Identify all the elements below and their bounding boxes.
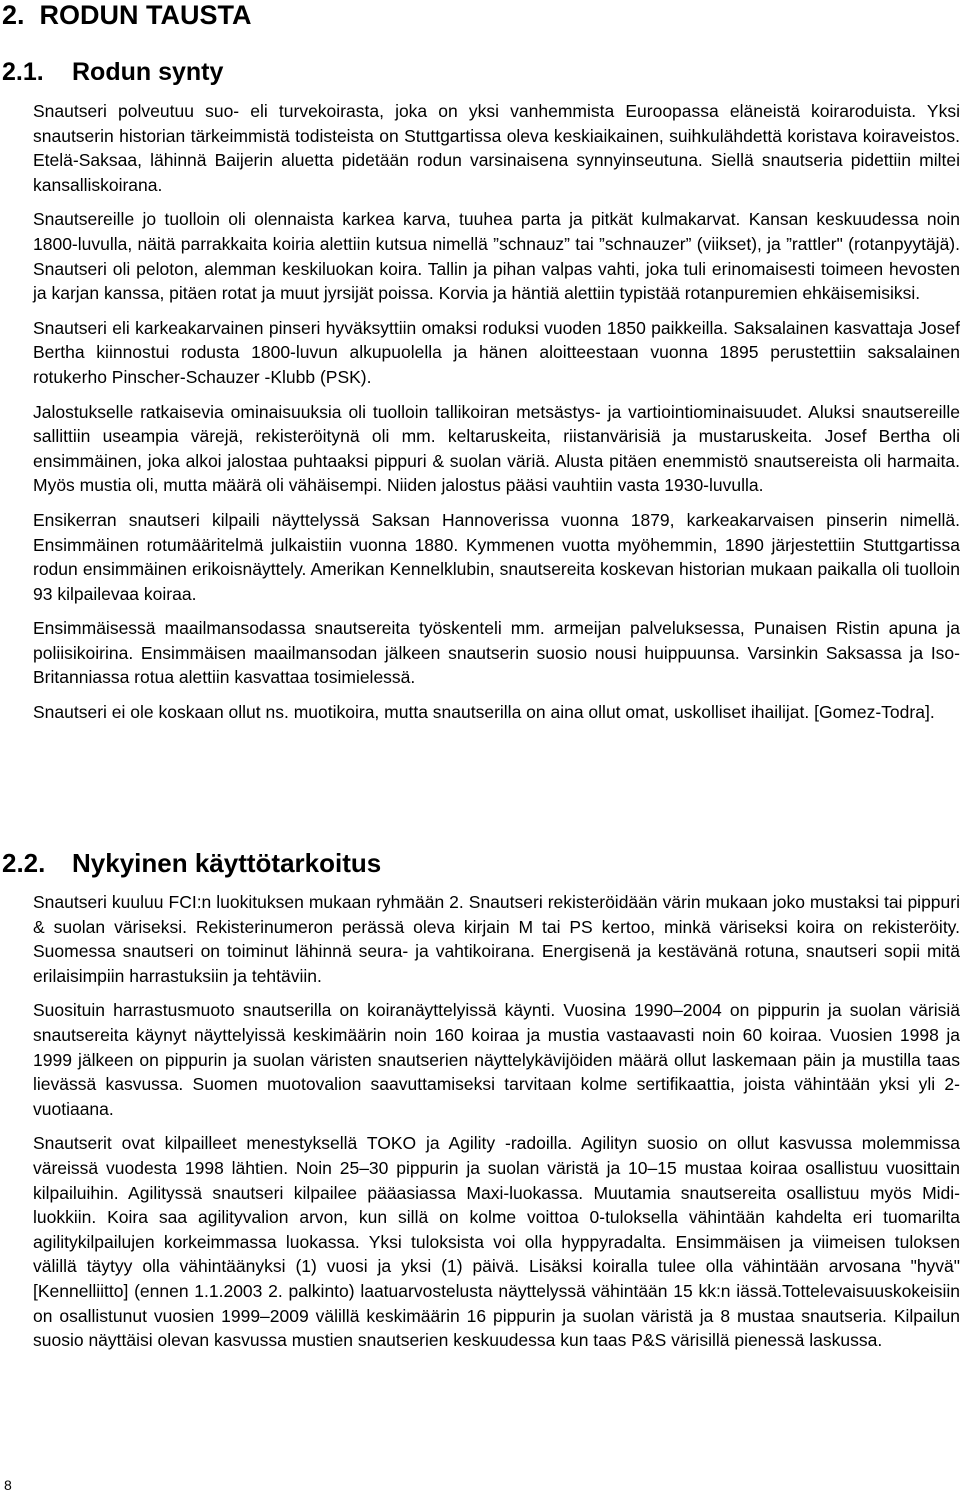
page-number: 8 <box>4 1477 12 1493</box>
section-body <box>33 99 960 735</box>
chapter-title: RODUN TAUSTA <box>39 0 252 30</box>
paragraph: Snautsereille jo tuolloin oli olennaista karkea karva, tuuhea parta ja pitkät kulmakarvat. Kansan keskuudessa noin 1800-luvulla, näitä parrakkaita koiria alettiin kutsua nimellä ”schnauz” tai ”schnauzer” (viikset), ja ”rattler" (rotanpyytäjä). Snautseri oli peloton, alemman keskiluokan koira. Tallin ja pihan valpas vahti, joka tuli erinomaisesti toimeen hevosten ja karjan kanssa, pitäen rotat ja muut jyrsijät poissa. Korvia ja häntiä alettiin typistää rotanpuremien ehkäisemisiksi. <box>33 209 960 304</box>
paragraph: Snautseri ei ole koskaan ollut ns. muotikoira, mutta snautserilla on aina ollut omat, uskolliset ihailijat. [Gomez-Todra]. <box>33 702 935 723</box>
section-number: 2.2. <box>2 848 46 878</box>
paragraph: Snautseri kuuluu FCI:n luokituksen mukaan ryhmään 2. Snautseri rekisteröidään värin mukaan joko mustaksi tai pippuri & suolan väriseksi. Rekisterinumeron perässä oleva kirjain M tai PS kertoo, minkä väriseksi koira on rekisteröity. Suomessa snautseri on toiminut lähinnä seura- ja vahtikoirana. Energisenä ja kestävänä rotuna, snautseri sopii mitä erilaisimpiin harrastuksiin ja tehtäviin. <box>33 892 960 986</box>
paragraph: Snautseri eli karkeakarvainen pinseri hyväksyttiin omaksi roduksi vuoden 1850 paikkeilla. Saksalainen kasvattaja Josef Bertha kiinnostui rodusta 1800-luvun alkupuolella ja hänen aloitteestaan vuonna 1895 perustettiin saksalainen rotukerho Pinscher-Schauzer -Klubb (PSK). <box>33 317 960 387</box>
section-title: Rodun synty <box>72 58 224 86</box>
paragraph: Snautseri polveutuu suo- eli turvekoirasta, joka on yksi vanhemmista Euroopassa eläneistä koiraroduista. Yksi snautserin historian tärkeimmistä todisteista on Stuttgartissa oleva keskiaikainen, suihkulähdettä koristava koiraveistos. Etelä-Saksaa, lähinnä Baijerin aluetta pidetään rodun varsinaisena synnyinseutuna. Siellä snautseria pidettiin miltei kansalliskoirana. <box>33 101 960 195</box>
paragraph: Suosituin harrastusmuoto snautserilla on koiranäyttelyissä käynti. Vuosina 1990–2004 on pippurin ja suolan värisiä snautsereita käynyt näyttelyissä keskimäärin noin 160 koiraa ja mustia vastaavasti noin 60 koiraa. Vuosien 1998 ja 1999 jälkeen on pippurin ja suolan väristen snautserien näyttelykävijöiden määrä ollut laskemaan päin ja mustilla taas lievässä kasvussa. Suomen muotovalion saavuttamiseksi tarvitaan kolme sertifikaattia, joista vähintään yksi yli 2-vuotiaana. <box>33 1000 960 1119</box>
section-number: 2.1. <box>2 58 44 86</box>
chapter-number: 2. <box>2 0 25 30</box>
section-heading <box>2 55 223 89</box>
paragraph: Jalostukselle ratkaisevia ominaisuuksia oli tuolloin tallikoiran metsästys- ja vartiointiominaisuudet. Aluksi snautsereille sallittiin useampia värejä, rekisteröitynä oli mm. keltaruskeita, riistanvärisiä ja mustaruskeita. Josef Bertha oli ensimmäinen, joka alkoi jalostaa puhtaaksi pippuri & suolan väriä. Alusta pitäen enemmistö snautsereista oli harmaita. Myös mustia oli, mutta määrä oli vähäisempi. Niiden jalostus pääsi vauhtiin vasta 1930-luvulla. <box>33 401 960 496</box>
section-body <box>33 890 960 1363</box>
section-heading <box>2 844 381 882</box>
paragraph: Ensikerran snautseri kilpaili näyttelyssä Saksan Hannoverissa vuonna 1879, karkeakarvaisen pinserin nimellä. Ensimmäinen rotumääritelmä julkaistiin vuonna 1880. Kymmenen vuotta myöhemmin, 1890 järjestettiin Stuttgartissa rodun ensimmäinen erikoisnäyttely. Amerikan Kennelklubin, snautsereita koskevan historian mukaan paikalla oli tuolloin 93 kilpailevaa koiraa. <box>33 509 960 604</box>
paragraph: Ensimmäisessä maailmansodassa snautsereita työskenteli mm. armeijan palveluksessa, Punaisen Ristin apuna ja poliisikoirina. Ensimmäisen maailmansodan jälkeen snautserin suosio nousi huippuunsa. Varsinkin Saksassa ja Iso-Britanniassa rotua alettiin kasvattaa tosimielessä. <box>33 618 960 688</box>
section-title: Nykyinen käyttötarkoitus <box>72 848 382 878</box>
paragraph: Snautserit ovat kilpailleet menestyksellä TOKO ja Agility -radoilla. Agilityn suosio on ollut kasvussa molemmissa väreissä vuodesta 1998 lähtien. Noin 25–30 pippurin ja suolan väristä ja 10–15 mustaa koiraa osallistuu vuosittain kilpailuihin. Agilityssä snautseri kilpailee pääasiassa Maxi-luokassa. Muutamia snautsereita osallistuu myös Midi-luokkiin. Koira saa agilityvalion arvon, kun sillä on kolme voittoa 0-tuloksella vähintään kahdelta eri tuomarilta agilitykilpailujen korkeimmassa luokassa. Yksi tuloksista voi olla hyppyradalta. Ensimmäisen ja viimeisen tuloksen välillä täytyy olla vähintäänyksi (1) vuosi ja yksi (1) päivä. Lisäksi koiralla tulee olla vähintään arvosana "hyvä"[Kennelliitto] (ennen 1.1.2003 2. palkinto) laatuarvostelusta näyttelyssä vähintään 15 kk:n iässä.Tottelevaisuuskokeisiin on osallistunut vuosien 1999–2009 välillä keskimäärin 16 pippurin ja suolan väristä ja 8 mustaa snautseria. Kilpailun suosio näyttäisi olevan kasvussa mustien snautserien keskuudessa kun taas P&S värisillä pienessä laskussa. <box>33 1133 960 1351</box>
chapter-heading <box>2 0 252 32</box>
